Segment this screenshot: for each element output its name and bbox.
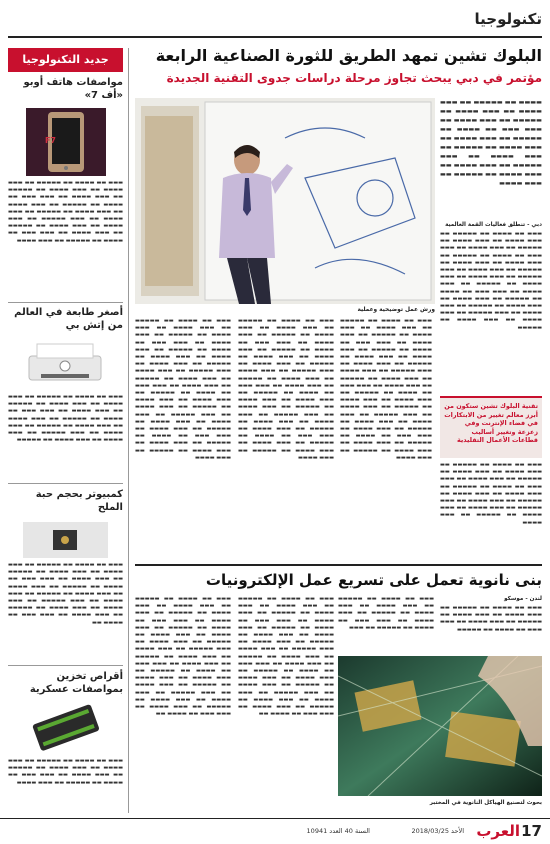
photo-presenter-whiteboard — [135, 98, 435, 304]
sidebar-text-3: ▬▬▬ ▬▬ ▬▬▬▬ ▬▬ ▬▬▬▬▬ ▬▬ ▬▬▬ ▬▬▬▬ ▬▬ ▬▬▬ ▬▬▬▬ ▬▬ ▬▬▬▬▬ ▬▬ ▬▬▬ ▬▬▬▬ ▬▬ ▬▬▬ ▬▬▬ ▬▬ ▬▬▬▬ ▬▬ ▬▬▬▬▬ ▬▬ ▬▬▬ ▬▬▬▬ ▬▬ ▬▬▬ ▬▬▬▬ ▬▬ ▬▬▬▬▬ ▬▬ ▬▬▬ ▬▬▬▬ ▬▬ ▬▬▬ ▬▬▬▬▬ ▬▬ ▬▬▬ ▬▬▬▬ ▬▬ ▬▬▬ ▬▬▬▬ ▬▬ ▬▬▬▬▬ ▬▬ ▬▬▬ ▬▬▬▬ ▬▬ ▬▬▬ ▬▬▬ ▬▬ ▬▬▬▬ ▬▬ — [8, 562, 123, 626]
sidebar-divider — [8, 483, 123, 484]
second-body-col-1: ▬▬▬ ▬▬ ▬▬▬▬ ▬▬ ▬▬▬▬▬ ▬▬ ▬▬▬ ▬▬▬▬ ▬▬ ▬▬▬ ▬▬▬▬ ▬▬ ▬▬▬▬▬ ▬▬ ▬▬▬ ▬▬▬▬ ▬▬ ▬▬▬ ▬▬▬ ▬▬ ▬▬▬▬ ▬▬ ▬▬▬▬▬ — [440, 605, 542, 633]
sidebar-divider — [8, 302, 123, 303]
page-number: 17 — [521, 822, 542, 840]
main-body-col-3: ▬▬▬ ▬▬ ▬▬▬▬ ▬▬ ▬▬▬▬▬ ▬▬ ▬▬▬ ▬▬▬▬ ▬▬ ▬▬▬ ▬▬▬▬ ▬▬ ▬▬▬▬▬ ▬▬ ▬▬▬ ▬▬▬▬ ▬▬ ▬▬▬ ▬▬▬ ▬▬ ▬▬▬▬ ▬▬ ▬▬▬▬▬ ▬▬ ▬▬▬ ▬▬▬▬ ▬▬ ▬▬▬ ▬▬▬▬ ▬▬ ▬▬▬▬▬ ▬▬ ▬▬▬ ▬▬▬▬ ▬▬ ▬▬▬ ▬▬▬▬▬ ▬▬ ▬▬▬ ▬▬▬▬ ▬▬ ▬▬▬ ▬▬▬▬ ▬▬ ▬▬▬▬▬ ▬▬ ▬▬▬ ▬▬▬▬ ▬▬ ▬▬▬ ▬▬▬ ▬▬ ▬▬▬▬ ▬▬ ▬▬▬▬▬ ▬▬ ▬▬▬ ▬▬▬▬ ▬▬ ▬▬▬ ▬▬▬▬ ▬▬ ▬▬▬▬▬ ▬▬ ▬▬▬ ▬▬▬▬ ▬▬ ▬▬▬ ▬▬▬▬▬ ▬▬ ▬▬▬ ▬▬▬▬ ▬▬ ▬▬▬ ▬▬▬▬ ▬▬ ▬▬▬▬▬ ▬▬ ▬▬▬ ▬▬▬▬ ▬▬ ▬▬▬ ▬▬▬ ▬▬ ▬▬▬▬ ▬▬ ▬▬▬▬▬ ▬▬ ▬▬▬ ▬▬▬▬ ▬▬ ▬▬▬ ▬▬▬▬ ▬▬ ▬▬▬▬▬ ▬▬ ▬▬▬ ▬▬▬▬ — [238, 318, 334, 461]
section-label: تكنولوجيا — [474, 10, 542, 28]
sidebar-text-4: ▬▬▬ ▬▬ ▬▬▬▬ ▬▬ ▬▬▬▬▬ ▬▬ ▬▬▬ ▬▬▬▬ ▬▬ ▬▬▬ ▬▬▬▬ ▬▬ ▬▬▬▬▬ ▬▬ ▬▬▬ ▬▬▬▬ ▬▬ ▬▬▬ ▬▬▬ ▬▬ ▬▬▬▬ ▬▬ ▬▬▬▬▬ ▬▬ ▬▬▬ ▬▬▬▬ — [8, 758, 123, 786]
sidebar-item-title: مواصفات هاتف أوبو «أف 7» — [23, 77, 123, 101]
main-intro-text: ▬▬▬▬ ▬▬ ▬▬▬▬▬ ▬▬ ▬▬▬ ▬▬▬▬ ▬▬ ▬▬▬ ▬▬▬▬ ▬▬ ▬▬▬▬▬ ▬▬ ▬▬▬ ▬▬▬▬ ▬▬ ▬▬▬ ▬▬▬ ▬▬ ▬▬▬▬ ▬▬ ▬▬▬▬▬ ▬▬ ▬▬▬ ▬▬▬▬ ▬▬ ▬▬▬ ▬▬▬▬ ▬▬ ▬▬▬▬▬ ▬▬ ▬▬▬ ▬▬▬▬ ▬▬ ▬▬▬ ▬▬▬▬▬ ▬▬ ▬▬▬ ▬▬▬▬ ▬▬ ▬▬▬ ▬▬▬▬ ▬▬ ▬▬▬▬▬ ▬▬ ▬▬▬ ▬▬▬▬ — [440, 99, 542, 187]
sidebar — [8, 48, 123, 813]
sidebar-item-title: أقراص تخزين بمواصفات عسكرية — [29, 671, 123, 695]
section-header — [0, 0, 550, 40]
sidebar-text-1: ▬▬▬ ▬▬ ▬▬▬▬ ▬▬ ▬▬▬▬▬ ▬▬ ▬▬▬ ▬▬▬▬ ▬▬ ▬▬▬ ▬▬▬▬ ▬▬ ▬▬▬▬▬ ▬▬ ▬▬▬ ▬▬▬▬ ▬▬ ▬▬▬ ▬▬▬ ▬▬ ▬▬▬▬ ▬▬ ▬▬▬▬▬ ▬▬ ▬▬▬ ▬▬▬▬ ▬▬ ▬▬▬ ▬▬▬▬ ▬▬ ▬▬▬▬▬ ▬▬ ▬▬▬ ▬▬▬▬ ▬▬ ▬▬▬ ▬▬▬▬▬ ▬▬ ▬▬▬ ▬▬▬▬ ▬▬ ▬▬▬ ▬▬▬▬ ▬▬ ▬▬▬▬▬ ▬▬ ▬▬▬ ▬▬▬▬ ▬▬ ▬▬▬ ▬▬▬ ▬▬ ▬▬▬▬ ▬▬ ▬▬▬▬▬ ▬▬ ▬▬▬ ▬▬▬▬ — [8, 180, 123, 244]
nano-photo — [338, 656, 542, 796]
article-divider — [135, 564, 542, 566]
pull-quote-text: تقنية البلوك تشين ستكون من أبرز معالم تغيير من الابتكارات في فضاء الإنترنت وفي زعزعة وتغيير أساليب قطاعات الأعمال التقليدية — [444, 402, 538, 445]
printer-icon — [23, 340, 108, 390]
page-footer — [0, 818, 550, 844]
main-subheadline: مؤتمر في دبي يبحث تجاوز مرحلة دراسات جدوى التقنية الجديدة — [166, 71, 542, 85]
sidebar-item-title: أصغر طابعة في العالم من إتش بي — [14, 307, 123, 331]
main-headline: البلوك تشين تمهد الطريق للثورة الصناعية الرابعة — [155, 46, 542, 65]
sidebar-text-2: ▬▬▬ ▬▬ ▬▬▬▬ ▬▬ ▬▬▬▬▬ ▬▬ ▬▬▬ ▬▬▬▬ ▬▬ ▬▬▬ ▬▬▬▬ ▬▬ ▬▬▬▬▬ ▬▬ ▬▬▬ ▬▬▬▬ ▬▬ ▬▬▬ ▬▬▬ ▬▬ ▬▬▬▬ ▬▬ ▬▬▬▬▬ ▬▬ ▬▬▬ ▬▬▬▬ ▬▬ ▬▬▬ ▬▬▬▬ ▬▬ ▬▬▬▬▬ ▬▬ ▬▬▬ ▬▬▬▬ ▬▬ ▬▬▬ ▬▬▬▬▬ ▬▬ ▬▬▬ ▬▬▬▬ ▬▬ ▬▬▬ ▬▬▬▬ ▬▬ ▬▬▬▬▬ — [8, 394, 123, 444]
second-headline: بنى نانوية تعمل على تسريع عمل الإلكترونيات — [205, 571, 542, 589]
nano-photo-caption: بحوث لتصنيع الهياكل النانوية في المختبر — [429, 800, 542, 806]
photo-nanostructure-lab — [338, 656, 542, 796]
chip-image — [23, 522, 108, 558]
main-body-col-1b: ▬▬▬ ▬▬ ▬▬▬▬ ▬▬ ▬▬▬▬▬ ▬▬ ▬▬▬ ▬▬▬▬ ▬▬ ▬▬▬ ▬▬▬▬ ▬▬ ▬▬▬▬▬ ▬▬ ▬▬▬ ▬▬▬▬ ▬▬ ▬▬▬ ▬▬▬ ▬▬ ▬▬▬▬ ▬▬ ▬▬▬▬▬ ▬▬ ▬▬▬ ▬▬▬▬ ▬▬ ▬▬▬ ▬▬▬▬ ▬▬ ▬▬▬▬▬ ▬▬ ▬▬▬ ▬▬▬▬ ▬▬ ▬▬▬ ▬▬▬▬▬ ▬▬ ▬▬▬ ▬▬▬▬ ▬▬ ▬▬▬ ▬▬▬▬ ▬▬ ▬▬▬▬▬ ▬▬ ▬▬▬ ▬▬▬▬ — [440, 462, 542, 526]
second-dateline: لندن - موسكو — [504, 596, 542, 602]
main-body-col-1a: ▬▬▬ ▬▬ ▬▬▬▬ ▬▬ ▬▬▬▬▬ ▬▬ ▬▬▬ ▬▬▬▬ ▬▬ ▬▬▬ ▬▬▬▬ ▬▬ ▬▬▬▬▬ ▬▬ ▬▬▬ ▬▬▬▬ ▬▬ ▬▬▬ ▬▬▬ ▬▬ ▬▬▬▬ ▬▬ ▬▬▬▬▬ ▬▬ ▬▬▬ ▬▬▬▬ ▬▬ ▬▬▬ ▬▬▬▬ ▬▬ ▬▬▬▬▬ ▬▬ ▬▬▬ ▬▬▬▬ ▬▬ ▬▬▬ ▬▬▬▬▬ ▬▬ ▬▬▬ ▬▬▬▬ ▬▬ ▬▬▬ ▬▬▬▬ ▬▬ ▬▬▬▬▬ ▬▬ ▬▬▬ ▬▬▬▬ ▬▬ ▬▬▬ ▬▬▬ ▬▬ ▬▬▬▬ ▬▬ ▬▬▬▬▬ ▬▬ ▬▬▬ ▬▬▬▬ ▬▬ ▬▬▬ ▬▬▬▬ ▬▬ ▬▬▬▬▬ ▬▬ ▬▬▬ ▬▬▬▬ ▬▬ ▬▬▬ ▬▬▬▬▬ ▬▬ ▬▬▬ ▬▬▬▬ ▬▬ ▬▬▬ ▬▬▬▬ ▬▬ ▬▬▬▬▬ — [440, 231, 542, 331]
second-body-col-2: ▬▬▬ ▬▬ ▬▬▬▬ ▬▬ ▬▬▬▬▬ ▬▬ ▬▬▬ ▬▬▬▬ ▬▬ ▬▬▬ ▬▬▬▬ ▬▬ ▬▬▬▬▬ ▬▬ ▬▬▬ ▬▬▬▬ ▬▬ ▬▬▬ ▬▬▬ ▬▬ ▬▬▬▬ ▬▬ ▬▬▬▬▬ ▬▬ ▬▬▬ — [338, 596, 434, 631]
hp-logo-icon — [60, 361, 70, 371]
phone-f7-label: F7 — [44, 136, 56, 145]
chip-icon — [23, 522, 108, 558]
phone-image — [26, 108, 106, 176]
second-body-col-3: ▬▬▬ ▬▬ ▬▬▬▬ ▬▬ ▬▬▬▬▬ ▬▬ ▬▬▬ ▬▬▬▬ ▬▬ ▬▬▬ ▬▬▬▬ ▬▬ ▬▬▬▬▬ ▬▬ ▬▬▬ ▬▬▬▬ ▬▬ ▬▬▬ ▬▬▬ ▬▬ ▬▬▬▬ ▬▬ ▬▬▬▬▬ ▬▬ ▬▬▬ ▬▬▬▬ ▬▬ ▬▬▬ ▬▬▬▬ ▬▬ ▬▬▬▬▬ ▬▬ ▬▬▬ ▬▬▬▬ ▬▬ ▬▬▬ ▬▬▬▬▬ ▬▬ ▬▬▬ ▬▬▬▬ ▬▬ ▬▬▬ ▬▬▬▬ ▬▬ ▬▬▬▬▬ ▬▬ ▬▬▬ ▬▬▬▬ ▬▬ ▬▬▬ ▬▬▬ ▬▬ ▬▬▬▬ ▬▬ ▬▬▬▬▬ ▬▬ ▬▬▬ ▬▬▬▬ ▬▬ ▬▬▬ ▬▬▬▬ ▬▬ ▬▬▬▬▬ ▬▬ ▬▬▬ ▬▬▬▬ ▬▬ ▬▬▬ ▬▬▬▬▬ ▬▬ ▬▬▬ ▬▬▬▬ ▬▬ ▬▬▬ ▬▬▬▬ ▬▬ ▬▬▬▬▬ ▬▬ ▬▬▬ ▬▬▬▬ ▬▬ ▬▬▬ ▬▬▬ ▬▬ ▬▬▬▬ ▬▬ — [238, 596, 334, 718]
footer-date: الأحد 2018/03/25 — [411, 827, 464, 835]
sidebar-column-rule — [128, 48, 129, 813]
main-dateline: دبي - تنطلق فعاليات القمة العالمية — [445, 222, 542, 228]
footer-issue: السنة 40 العدد 10941 — [306, 827, 370, 835]
phone-icon — [26, 108, 106, 176]
sidebar-item-title: كمبيوتر بحجم حبة الملح — [35, 489, 123, 513]
main-photo — [135, 98, 435, 304]
sidebar-divider — [8, 665, 123, 666]
printer-image — [23, 340, 108, 390]
second-body-col-4: ▬▬▬ ▬▬ ▬▬▬▬ ▬▬ ▬▬▬▬▬ ▬▬ ▬▬▬ ▬▬▬▬ ▬▬ ▬▬▬ ▬▬▬▬ ▬▬ ▬▬▬▬▬ ▬▬ ▬▬▬ ▬▬▬▬ ▬▬ ▬▬▬ ▬▬▬ ▬▬ ▬▬▬▬ ▬▬ ▬▬▬▬▬ ▬▬ ▬▬▬ ▬▬▬▬ ▬▬ ▬▬▬ ▬▬▬▬ ▬▬ ▬▬▬▬▬ ▬▬ ▬▬▬ ▬▬▬▬ ▬▬ ▬▬▬ ▬▬▬▬▬ ▬▬ ▬▬▬ ▬▬▬▬ ▬▬ ▬▬▬ ▬▬▬▬ ▬▬ ▬▬▬▬▬ ▬▬ ▬▬▬ ▬▬▬▬ ▬▬ ▬▬▬ ▬▬▬ ▬▬ ▬▬▬▬ ▬▬ ▬▬▬▬▬ ▬▬ ▬▬▬ ▬▬▬▬ ▬▬ ▬▬▬ ▬▬▬▬ ▬▬ ▬▬▬▬▬ ▬▬ ▬▬▬ ▬▬▬▬ ▬▬ ▬▬▬ ▬▬▬▬▬ ▬▬ ▬▬▬ ▬▬▬▬ ▬▬ ▬▬▬ ▬▬▬▬ ▬▬ ▬▬▬▬▬ ▬▬ ▬▬▬ ▬▬▬▬ ▬▬ ▬▬▬ ▬▬▬ ▬▬ ▬▬▬▬ ▬▬ — [135, 596, 231, 718]
main-body-col-4: ▬▬▬ ▬▬ ▬▬▬▬ ▬▬ ▬▬▬▬▬ ▬▬ ▬▬▬ ▬▬▬▬ ▬▬ ▬▬▬ ▬▬▬▬ ▬▬ ▬▬▬▬▬ ▬▬ ▬▬▬ ▬▬▬▬ ▬▬ ▬▬▬ ▬▬▬ ▬▬ ▬▬▬▬ ▬▬ ▬▬▬▬▬ ▬▬ ▬▬▬ ▬▬▬▬ ▬▬ ▬▬▬ ▬▬▬▬ ▬▬ ▬▬▬▬▬ ▬▬ ▬▬▬ ▬▬▬▬ ▬▬ ▬▬▬ ▬▬▬▬▬ ▬▬ ▬▬▬ ▬▬▬▬ ▬▬ ▬▬▬ ▬▬▬▬ ▬▬ ▬▬▬▬▬ ▬▬ ▬▬▬ ▬▬▬▬ ▬▬ ▬▬▬ ▬▬▬ ▬▬ ▬▬▬▬ ▬▬ ▬▬▬▬▬ ▬▬ ▬▬▬ ▬▬▬▬ ▬▬ ▬▬▬ ▬▬▬▬ ▬▬ ▬▬▬▬▬ ▬▬ ▬▬▬ ▬▬▬▬ ▬▬ ▬▬▬ ▬▬▬▬▬ ▬▬ ▬▬▬ ▬▬▬▬ ▬▬ ▬▬▬ ▬▬▬▬ ▬▬ ▬▬▬▬▬ ▬▬ ▬▬▬ ▬▬▬▬ ▬▬ ▬▬▬ ▬▬▬ ▬▬ ▬▬▬▬ ▬▬ ▬▬▬▬▬ ▬▬ ▬▬▬ ▬▬▬▬ ▬▬ ▬▬▬ ▬▬▬▬ ▬▬ ▬▬▬▬▬ ▬▬ ▬▬▬ ▬▬▬▬ — [135, 318, 231, 461]
main-body-col-2: ▬▬▬ ▬▬ ▬▬▬▬ ▬▬ ▬▬▬▬▬ ▬▬ ▬▬▬ ▬▬▬▬ ▬▬ ▬▬▬ ▬▬▬▬ ▬▬ ▬▬▬▬▬ ▬▬ ▬▬▬ ▬▬▬▬ ▬▬ ▬▬▬ ▬▬▬ ▬▬ ▬▬▬▬ ▬▬ ▬▬▬▬▬ ▬▬ ▬▬▬ ▬▬▬▬ ▬▬ ▬▬▬ ▬▬▬▬ ▬▬ ▬▬▬▬▬ ▬▬ ▬▬▬ ▬▬▬▬ ▬▬ ▬▬▬ ▬▬▬▬▬ ▬▬ ▬▬▬ ▬▬▬▬ ▬▬ ▬▬▬ ▬▬▬▬ ▬▬ ▬▬▬▬▬ ▬▬ ▬▬▬ ▬▬▬▬ ▬▬ ▬▬▬ ▬▬▬ ▬▬ ▬▬▬▬ ▬▬ ▬▬▬▬▬ ▬▬ ▬▬▬ ▬▬▬▬ ▬▬ ▬▬▬ ▬▬▬▬ ▬▬ ▬▬▬▬▬ ▬▬ ▬▬▬ ▬▬▬▬ ▬▬ ▬▬▬ ▬▬▬▬▬ ▬▬ ▬▬▬ ▬▬▬▬ ▬▬ ▬▬▬ ▬▬▬▬ ▬▬ ▬▬▬▬▬ ▬▬ ▬▬▬ ▬▬▬▬ ▬▬ ▬▬▬ ▬▬▬ ▬▬ ▬▬▬▬ ▬▬ ▬▬▬▬▬ ▬▬ ▬▬▬ ▬▬▬▬ ▬▬ ▬▬▬ ▬▬▬▬ ▬▬ ▬▬▬▬▬ ▬▬ ▬▬▬ ▬▬▬▬ — [340, 318, 432, 461]
pull-quote-box — [440, 396, 542, 458]
sidebar-header — [8, 48, 123, 72]
newspaper-logo: العرب — [476, 822, 520, 840]
ssd-image — [23, 702, 108, 754]
main-photo-caption: ورش عمل توضيحية وعملية — [357, 307, 435, 313]
ssd-icon — [23, 702, 108, 754]
section-rule — [8, 36, 542, 38]
sidebar-header-label: جديد التكنولوجيا — [22, 53, 109, 66]
